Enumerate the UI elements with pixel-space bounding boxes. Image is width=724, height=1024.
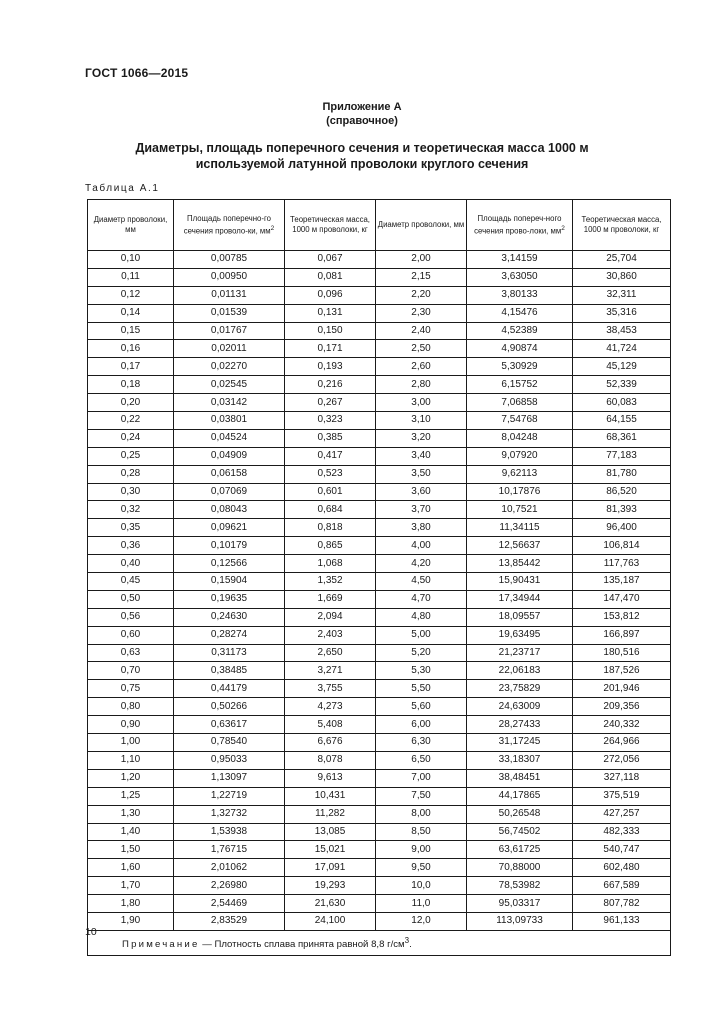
area-cell: 0,08043 <box>174 501 285 519</box>
area-2-cell: 24,63009 <box>467 698 573 716</box>
mass-cell: 15,021 <box>285 841 376 859</box>
area-2-cell: 18,09557 <box>467 608 573 626</box>
table-row <box>88 734 671 752</box>
area-cell: 0,02270 <box>174 358 285 376</box>
diameter-2-cell: 2,40 <box>376 322 467 340</box>
area-2-cell: 70,88000 <box>467 859 573 877</box>
area-cell: 0,00950 <box>174 268 285 286</box>
area-cell: 0,44179 <box>174 680 285 698</box>
area-cell: 0,02545 <box>174 376 285 394</box>
table-row <box>88 841 671 859</box>
area-2-cell: 95,03317 <box>467 895 573 913</box>
table-row <box>88 662 671 680</box>
diameter-cell: 1,30 <box>88 805 174 823</box>
diameter-2-cell: 2,00 <box>376 251 467 269</box>
mass-2-cell: 264,966 <box>573 734 671 752</box>
mass-2-cell: 38,453 <box>573 322 671 340</box>
mass-2-cell: 961,133 <box>573 912 671 930</box>
area-cell: 0,04909 <box>174 447 285 465</box>
table-row <box>88 877 671 895</box>
diameter-2-cell: 3,60 <box>376 483 467 501</box>
diameter-cell: 0,15 <box>88 322 174 340</box>
area-cell: 0,19635 <box>174 590 285 608</box>
table-note-row <box>88 930 671 955</box>
mass-2-cell: 68,361 <box>573 429 671 447</box>
area-2-cell: 15,90431 <box>467 573 573 591</box>
diameter-cell: 0,90 <box>88 716 174 734</box>
header-theoretical-mass: Теоретическая масса, 1000 м проволоки, кг <box>285 200 376 251</box>
area-2-cell: 3,80133 <box>467 286 573 304</box>
note-superscript: 3 <box>404 935 410 945</box>
mass-cell: 0,096 <box>285 286 376 304</box>
diameter-cell: 0,25 <box>88 447 174 465</box>
mass-2-cell: 602,480 <box>573 859 671 877</box>
table-row <box>88 358 671 376</box>
table-row <box>88 376 671 394</box>
area-2-cell: 13,85442 <box>467 555 573 573</box>
mass-cell: 9,613 <box>285 769 376 787</box>
diameter-cell: 1,60 <box>88 859 174 877</box>
area-cell: 0,01767 <box>174 322 285 340</box>
area-2-cell: 4,52389 <box>467 322 573 340</box>
table-row <box>88 805 671 823</box>
area-cell: 0,04524 <box>174 429 285 447</box>
table-row <box>88 501 671 519</box>
standard-number: ГОСТ 1066—2015 <box>85 66 189 80</box>
area-cell: 0,03801 <box>174 412 285 430</box>
mass-2-cell: 106,814 <box>573 537 671 555</box>
table-row <box>88 751 671 769</box>
area-2-cell: 10,17876 <box>467 483 573 501</box>
mass-cell: 0,267 <box>285 394 376 412</box>
diameter-cell: 0,70 <box>88 662 174 680</box>
annex-subtitle: (справочное) <box>326 115 398 127</box>
mass-2-cell: 201,946 <box>573 680 671 698</box>
mass-cell: 2,094 <box>285 608 376 626</box>
diameter-cell: 0,80 <box>88 698 174 716</box>
mass-2-cell: 30,860 <box>573 268 671 286</box>
mass-2-cell: 147,470 <box>573 590 671 608</box>
area-2-cell: 17,34944 <box>467 590 573 608</box>
diameter-2-cell: 3,20 <box>376 429 467 447</box>
mass-cell: 1,669 <box>285 590 376 608</box>
mass-2-cell: 135,187 <box>573 573 671 591</box>
mass-cell: 3,271 <box>285 662 376 680</box>
diameter-2-cell: 9,00 <box>376 841 467 859</box>
area-2-cell: 28,27433 <box>467 716 573 734</box>
diameter-2-cell: 4,80 <box>376 608 467 626</box>
table-row <box>88 644 671 662</box>
table-row <box>88 626 671 644</box>
diameter-2-cell: 6,30 <box>376 734 467 752</box>
diameter-cell: 0,16 <box>88 340 174 358</box>
diameter-2-cell: 2,50 <box>376 340 467 358</box>
diameter-2-cell: 5,00 <box>376 626 467 644</box>
mass-2-cell: 327,118 <box>573 769 671 787</box>
table-row <box>88 590 671 608</box>
area-cell: 2,26980 <box>174 877 285 895</box>
mass-cell: 13,085 <box>285 823 376 841</box>
page-number: 10 <box>85 926 97 938</box>
area-2-cell: 19,63495 <box>467 626 573 644</box>
diameter-2-cell: 5,50 <box>376 680 467 698</box>
area-2-cell: 44,17865 <box>467 787 573 805</box>
table-header-row <box>88 200 671 251</box>
table-row <box>88 573 671 591</box>
mass-cell: 0,081 <box>285 268 376 286</box>
diameter-cell: 1,80 <box>88 895 174 913</box>
table-row <box>88 340 671 358</box>
diameter-2-cell: 5,20 <box>376 644 467 662</box>
table-row <box>88 859 671 877</box>
area-cell: 0,95033 <box>174 751 285 769</box>
area-cell: 0,09621 <box>174 519 285 537</box>
diameter-2-cell: 6,00 <box>376 716 467 734</box>
diameter-cell: 1,00 <box>88 734 174 752</box>
table-row <box>88 680 671 698</box>
diameter-2-cell: 2,80 <box>376 376 467 394</box>
area-cell: 0,10179 <box>174 537 285 555</box>
mass-2-cell: 153,812 <box>573 608 671 626</box>
area-2-cell: 22,06183 <box>467 662 573 680</box>
table-row <box>88 465 671 483</box>
mass-2-cell: 32,311 <box>573 286 671 304</box>
area-cell: 1,22719 <box>174 787 285 805</box>
mass-2-cell: 81,393 <box>573 501 671 519</box>
area-cell: 2,83529 <box>174 912 285 930</box>
mass-2-cell: 96,400 <box>573 519 671 537</box>
section-title-line-1: Диаметры, площадь поперечного сечения и теоретическая масса 1000 м <box>135 141 589 155</box>
mass-cell: 6,676 <box>285 734 376 752</box>
header-cross-section-area-2: Площадь попереч-ного сечения прово-локи, $мм^2$ <box>467 200 573 251</box>
area-cell: 0,63617 <box>174 716 285 734</box>
mass-2-cell: 41,724 <box>573 340 671 358</box>
diameter-cell: 1,90 <box>88 912 174 930</box>
diameter-2-cell: 5,60 <box>376 698 467 716</box>
mass-2-cell: 667,589 <box>573 877 671 895</box>
diameter-2-cell: 4,20 <box>376 555 467 573</box>
mass-cell: 0,150 <box>285 322 376 340</box>
wire-data-table <box>87 199 671 956</box>
mass-2-cell: 86,520 <box>573 483 671 501</box>
table-row <box>88 537 671 555</box>
mass-cell: 4,273 <box>285 698 376 716</box>
note-label: Примечание <box>122 939 200 951</box>
area-2-cell: 113,09733 <box>467 912 573 930</box>
mass-cell: 0,818 <box>285 519 376 537</box>
area-cell: 1,32732 <box>174 805 285 823</box>
area-2-cell: 5,30929 <box>467 358 573 376</box>
mass-2-cell: 540,747 <box>573 841 671 859</box>
area-2-cell: 8,04248 <box>467 429 573 447</box>
diameter-2-cell: 5,30 <box>376 662 467 680</box>
section-title <box>0 140 724 172</box>
mass-2-cell: 482,333 <box>573 823 671 841</box>
mass-cell: 17,091 <box>285 859 376 877</box>
area-cell: 0,03142 <box>174 394 285 412</box>
diameter-cell: 0,30 <box>88 483 174 501</box>
area-2-cell: 12,56637 <box>467 537 573 555</box>
mass-cell: 8,078 <box>285 751 376 769</box>
area-cell: 0,38485 <box>174 662 285 680</box>
mass-2-cell: 52,339 <box>573 376 671 394</box>
annex-title: Приложение А <box>322 101 402 113</box>
mass-2-cell: 807,782 <box>573 895 671 913</box>
mass-cell: 0,417 <box>285 447 376 465</box>
mass-2-cell: 272,056 <box>573 751 671 769</box>
table-row <box>88 608 671 626</box>
diameter-cell: 0,14 <box>88 304 174 322</box>
area-cell: 2,01062 <box>174 859 285 877</box>
mass-cell: 0,193 <box>285 358 376 376</box>
mass-cell: 0,131 <box>285 304 376 322</box>
area-2-cell: 31,17245 <box>467 734 573 752</box>
area-2-cell: 3,63050 <box>467 268 573 286</box>
area-cell: 0,50266 <box>174 698 285 716</box>
diameter-cell: 0,35 <box>88 519 174 537</box>
mass-cell: 0,601 <box>285 483 376 501</box>
area-cell: 0,78540 <box>174 734 285 752</box>
diameter-cell: 0,32 <box>88 501 174 519</box>
mass-cell: 11,282 <box>285 805 376 823</box>
diameter-cell: 0,60 <box>88 626 174 644</box>
area-2-cell: 10,7521 <box>467 501 573 519</box>
mass-2-cell: 35,316 <box>573 304 671 322</box>
table-row <box>88 823 671 841</box>
area-2-cell: 38,48451 <box>467 769 573 787</box>
diameter-2-cell: 4,00 <box>376 537 467 555</box>
area-cell: 0,15904 <box>174 573 285 591</box>
area-2-cell: 7,54768 <box>467 412 573 430</box>
area-cell: 0,24630 <box>174 608 285 626</box>
diameter-cell: 0,10 <box>88 251 174 269</box>
area-cell: 0,01131 <box>174 286 285 304</box>
diameter-cell: 0,20 <box>88 394 174 412</box>
mass-2-cell: 45,129 <box>573 358 671 376</box>
area-cell: 0,12566 <box>174 555 285 573</box>
table-label: Таблица А.1 <box>85 183 160 194</box>
area-2-cell: 3,14159 <box>467 251 573 269</box>
mass-cell: 0,684 <box>285 501 376 519</box>
diameter-2-cell: 12,0 <box>376 912 467 930</box>
section-title-line-2: используемой латунной проволоки круглого сечения <box>195 157 529 171</box>
area-2-cell: 4,90874 <box>467 340 573 358</box>
mass-2-cell: 180,516 <box>573 644 671 662</box>
area-2-cell: 50,26548 <box>467 805 573 823</box>
diameter-2-cell: 7,00 <box>376 769 467 787</box>
table-row <box>88 895 671 913</box>
diameter-cell: 0,17 <box>88 358 174 376</box>
diameter-cell: 1,70 <box>88 877 174 895</box>
diameter-cell: 0,18 <box>88 376 174 394</box>
mass-cell: 0,323 <box>285 412 376 430</box>
mass-cell: 0,865 <box>285 537 376 555</box>
diameter-cell: 0,40 <box>88 555 174 573</box>
area-cell: 2,54469 <box>174 895 285 913</box>
diameter-2-cell: 3,70 <box>376 501 467 519</box>
diameter-2-cell: 4,70 <box>376 590 467 608</box>
diameter-2-cell: 8,50 <box>376 823 467 841</box>
area-2-cell: 63,61725 <box>467 841 573 859</box>
header-theoretical-mass-2: Теоретическая масса, 1000 м проволоки, кг <box>573 200 671 251</box>
area-cell: 0,01539 <box>174 304 285 322</box>
table-row <box>88 555 671 573</box>
diameter-2-cell: 10,0 <box>376 877 467 895</box>
diameter-2-cell: 7,50 <box>376 787 467 805</box>
area-2-cell: 11,34115 <box>467 519 573 537</box>
mass-2-cell: 77,183 <box>573 447 671 465</box>
diameter-2-cell: 3,50 <box>376 465 467 483</box>
diameter-2-cell: 8,00 <box>376 805 467 823</box>
diameter-2-cell: 3,00 <box>376 394 467 412</box>
area-cell: 0,06158 <box>174 465 285 483</box>
table-row <box>88 268 671 286</box>
table-note: Примечание — Плотность сплава принята равной 8,8 $г/см^3$. <box>88 930 671 955</box>
area-cell: 1,53938 <box>174 823 285 841</box>
table-row <box>88 483 671 501</box>
mass-cell: 0,385 <box>285 429 376 447</box>
header-cross-section-area: Площадь поперечно-го сечения проволо-ки, $мм^2$ <box>174 200 285 251</box>
mass-cell: 0,067 <box>285 251 376 269</box>
area-2-cell: 6,15752 <box>467 376 573 394</box>
diameter-cell: 1,25 <box>88 787 174 805</box>
mass-2-cell: 375,519 <box>573 787 671 805</box>
mass-cell: 19,293 <box>285 877 376 895</box>
mass-2-cell: 64,155 <box>573 412 671 430</box>
mass-cell: 5,408 <box>285 716 376 734</box>
mass-2-cell: 166,897 <box>573 626 671 644</box>
diameter-cell: 0,50 <box>88 590 174 608</box>
diameter-cell: 0,11 <box>88 268 174 286</box>
mass-2-cell: 60,083 <box>573 394 671 412</box>
table-body <box>88 251 671 931</box>
diameter-cell: 0,22 <box>88 412 174 430</box>
annex-heading <box>0 100 724 128</box>
header-diameter: Диаметр проволоки, мм <box>88 200 174 251</box>
mass-cell: 3,755 <box>285 680 376 698</box>
diameter-2-cell: 2,60 <box>376 358 467 376</box>
diameter-2-cell: 11,0 <box>376 895 467 913</box>
area-cell: 0,28274 <box>174 626 285 644</box>
table-row <box>88 412 671 430</box>
mass-cell: 0,523 <box>285 465 376 483</box>
mass-cell: 1,352 <box>285 573 376 591</box>
diameter-cell: 1,40 <box>88 823 174 841</box>
area-cell: 0,02011 <box>174 340 285 358</box>
diameter-2-cell: 4,50 <box>376 573 467 591</box>
mass-2-cell: 427,257 <box>573 805 671 823</box>
diameter-cell: 0,56 <box>88 608 174 626</box>
table-row <box>88 322 671 340</box>
table-row <box>88 769 671 787</box>
diameter-cell: 0,45 <box>88 573 174 591</box>
diameter-2-cell: 3,40 <box>376 447 467 465</box>
mass-cell: 24,100 <box>285 912 376 930</box>
diameter-2-cell: 2,30 <box>376 304 467 322</box>
mass-cell: 2,650 <box>285 644 376 662</box>
diameter-cell: 0,63 <box>88 644 174 662</box>
diameter-cell: 0,28 <box>88 465 174 483</box>
area-cell: 1,13097 <box>174 769 285 787</box>
area-cell: 1,76715 <box>174 841 285 859</box>
table-row <box>88 787 671 805</box>
mass-cell: 21,630 <box>285 895 376 913</box>
diameter-2-cell: 2,15 <box>376 268 467 286</box>
table-row <box>88 698 671 716</box>
table-row <box>88 519 671 537</box>
diameter-cell: 0,75 <box>88 680 174 698</box>
area-cell: 0,00785 <box>174 251 285 269</box>
diameter-cell: 0,36 <box>88 537 174 555</box>
diameter-cell: 0,12 <box>88 286 174 304</box>
mass-2-cell: 117,763 <box>573 555 671 573</box>
mass-cell: 0,216 <box>285 376 376 394</box>
area-2-cell: 23,75829 <box>467 680 573 698</box>
area-2-cell: 7,06858 <box>467 394 573 412</box>
area-cell: 0,07069 <box>174 483 285 501</box>
area-2-cell: 56,74502 <box>467 823 573 841</box>
diameter-2-cell: 2,20 <box>376 286 467 304</box>
diameter-cell: 1,10 <box>88 751 174 769</box>
diameter-2-cell: 6,50 <box>376 751 467 769</box>
diameter-2-cell: 3,80 <box>376 519 467 537</box>
area-2-cell: 9,07920 <box>467 447 573 465</box>
table-row <box>88 251 671 269</box>
header-diameter-2: Диаметр проволоки, мм <box>376 200 467 251</box>
mass-cell: 2,403 <box>285 626 376 644</box>
mass-cell: 10,431 <box>285 787 376 805</box>
mass-cell: 1,068 <box>285 555 376 573</box>
table-row <box>88 286 671 304</box>
table-row <box>88 429 671 447</box>
area-2-cell: 78,53982 <box>467 877 573 895</box>
table-row <box>88 304 671 322</box>
area-2-cell: 33,18307 <box>467 751 573 769</box>
diameter-cell: 1,50 <box>88 841 174 859</box>
area-2-cell: 9,62113 <box>467 465 573 483</box>
table-row <box>88 447 671 465</box>
area-cell: 0,31173 <box>174 644 285 662</box>
mass-2-cell: 240,332 <box>573 716 671 734</box>
diameter-cell: 0,24 <box>88 429 174 447</box>
table-row <box>88 912 671 930</box>
mass-2-cell: 187,526 <box>573 662 671 680</box>
diameter-2-cell: 9,50 <box>376 859 467 877</box>
mass-2-cell: 209,356 <box>573 698 671 716</box>
area-2-cell: 21,23717 <box>467 644 573 662</box>
mass-cell: 0,171 <box>285 340 376 358</box>
note-text: — Плотность сплава принята равной 8,8 г/см <box>199 939 405 951</box>
diameter-cell: 1,20 <box>88 769 174 787</box>
diameter-2-cell: 3,10 <box>376 412 467 430</box>
mass-2-cell: 25,704 <box>573 251 671 269</box>
area-2-cell: 4,15476 <box>467 304 573 322</box>
table-row <box>88 394 671 412</box>
table-row <box>88 716 671 734</box>
mass-2-cell: 81,780 <box>573 465 671 483</box>
